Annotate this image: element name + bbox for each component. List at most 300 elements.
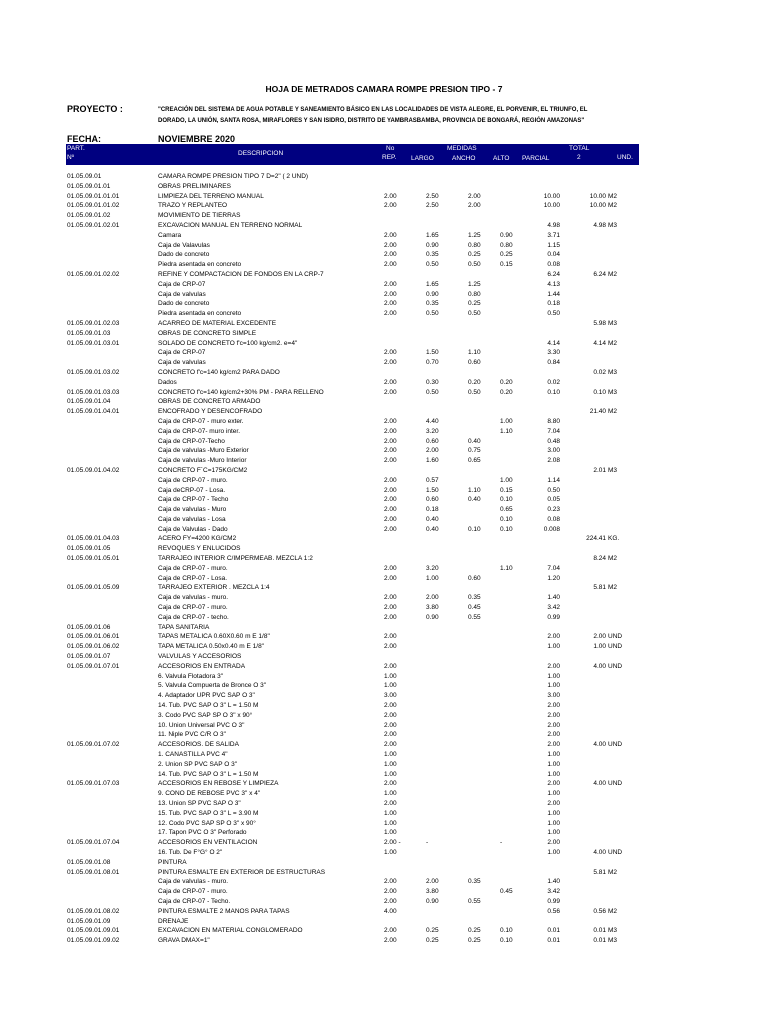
cell-alto: 0.20 [500, 378, 513, 386]
table-row [0, 936, 768, 946]
cell-descripcion: Caja de CRP-07 - muro. [158, 564, 228, 572]
cell-descripcion: CONCRETO F´C=175KG/CM2 [158, 466, 248, 474]
cell-descripcion: 11. Niple PVC C/R O 3" [158, 731, 226, 739]
cell-descripcion: OBRAS DE CONCRETO ARMADO [158, 398, 261, 406]
table-row [0, 270, 768, 280]
cell-parcial: 1.40 [547, 878, 560, 886]
cell-largo: 0.60 [426, 496, 439, 504]
cell-und: M2 [608, 270, 618, 278]
cell-und: M2 [608, 868, 618, 876]
header-part-no: Nº [67, 154, 75, 161]
table-row [0, 799, 768, 809]
cell-descripcion: Caja de valvulas -Muro Interior [158, 457, 247, 465]
cell-descripcion: ACERO FY=4200 KG/CM2 [158, 535, 237, 543]
cell-partida: 01.05.09.01.03 [67, 329, 111, 337]
cell-largo: 2.50 [426, 192, 439, 200]
table-row [0, 358, 768, 368]
cell-no-rep: 2.00 [384, 780, 397, 788]
cell-und: M3 [608, 319, 618, 327]
cell-und: M3 [608, 388, 618, 396]
cell-parcial: 1.00 [547, 819, 560, 827]
cell-parcial: 10.00 [543, 202, 560, 210]
cell-no-rep: 2.00 [384, 711, 397, 719]
table-row [0, 221, 768, 231]
table-row [0, 828, 768, 838]
cell-largo: 2.00 [426, 447, 439, 455]
cell-no-rep: 2.00 [384, 261, 397, 269]
cell-parcial: 0.50 [547, 310, 560, 318]
metrados-table-body [0, 172, 768, 946]
cell-ancho: 0.25 [468, 927, 481, 935]
cell-parcial: 3.30 [547, 349, 560, 357]
cell-no-rep: 2.00 [384, 231, 397, 239]
cell-no-rep: 2.00 [384, 888, 397, 896]
header-total: TOTAL [569, 145, 590, 152]
cell-no-rep: 2.00 [384, 447, 397, 455]
cell-ancho: 0.25 [468, 251, 481, 259]
date-value: NOVIEMBRE 2020 [158, 134, 236, 144]
cell-descripcion: DRENAJE [158, 917, 189, 925]
cell-partida: 01.05.09.01.05 [67, 545, 111, 553]
cell-alto: 1.10 [500, 564, 513, 572]
table-row [0, 466, 768, 476]
cell-parcial: 4.98 [547, 221, 560, 229]
cell-total: 4.14 [593, 339, 606, 347]
cell-und: M2 [608, 408, 618, 416]
cell-ancho: 0.45 [468, 604, 481, 612]
cell-no-rep: 2.00 [384, 476, 397, 484]
cell-descripcion: ACARREO DE MATERIAL EXCEDENTE [158, 319, 277, 327]
cell-descripcion: OBRAS DE CONCRETO SIMPLE [158, 329, 257, 337]
cell-descripcion: ACCESORIOS EN REBOSE Y LIMPIEZA [158, 780, 279, 788]
header-descripcion: DESCRIPCION [238, 150, 284, 157]
cell-descripcion: SOLADO DE CONCRETO f'c=100 kg/cm2. e=4" [158, 339, 298, 347]
cell-descripcion: Caja de valvulas - Muro [158, 506, 227, 514]
cell-partida: 01.05.09.01 [67, 173, 102, 180]
cell-partida: 01.05.09.01.07.01 [67, 662, 120, 670]
cell-descripcion: Piedra asentada en concreto [158, 261, 242, 269]
cell-und: M3 [608, 368, 618, 376]
cell-descripcion: Caja de valvulas - muro. [158, 594, 229, 602]
cell-und: M2 [608, 339, 618, 347]
table-row [0, 554, 768, 564]
cell-no-rep: 1.00 [384, 829, 397, 837]
cell-descripcion: Dado de concreto [158, 251, 210, 259]
cell-partida: 01.05.09.01.02 [67, 212, 111, 220]
cell-ancho: 0.80 [468, 241, 481, 249]
cell-parcial: 1.20 [547, 574, 560, 582]
cell-parcial: 1.00 [547, 809, 560, 817]
cell-no-rep: 2.00 [384, 613, 397, 621]
cell-parcial: 0.008 [543, 525, 560, 533]
cell-descripcion: 17. Tapon PVC O 3" Perforado [158, 829, 247, 837]
cell-descripcion: Caja de CRP-07 - muro. [158, 476, 228, 484]
cell-ancho: 2.00 [468, 192, 481, 200]
cell-descripcion: GRAVA DMAX=1" [158, 937, 210, 945]
cell-no-rep: 1.00 [384, 790, 397, 798]
cell-no-rep: 2.00 [384, 574, 397, 582]
table-row [0, 750, 768, 760]
cell-largo: 0.90 [426, 290, 439, 298]
cell-parcial: 0.10 [547, 388, 560, 396]
cell-parcial: 2.00 [547, 633, 560, 641]
cell-parcial: 1.15 [547, 241, 560, 249]
table-row [0, 632, 768, 642]
table-row [0, 583, 768, 593]
cell-descripcion: 13. Union SP PVC SAP O 3" [158, 800, 241, 807]
cell-und: M2 [608, 584, 618, 592]
cell-descripcion: CONCRETO f'c=140 kg/cm2+30% PM - PARA RELLENO [158, 388, 324, 396]
cell-partida: 01.05.09.01.05.01 [67, 555, 120, 563]
table-row [0, 329, 768, 339]
table-row [0, 789, 768, 799]
cell-partida: 01.05.09.01.06.01 [67, 633, 120, 641]
cell-descripcion: TAPA METALICA 0.50x0.40 m E 1/8" [158, 643, 264, 651]
cell-descripcion: Camara [158, 231, 182, 239]
table-row [0, 339, 768, 349]
project-description: "CREACIÓN DEL SISTEMA DE AGUA POTABLE Y SANEAMIENTO BÁSICO EN LAS LOCALIDADES DE VISTA ALEGRE, EL PORVENIR, EL TRIUNFO, EL DORADO, LA UNIÓN, SANTA ROSA, MIRAFLORES Y SAN ISIDRO, DISTRITO DE YAMBRASBAMBA, PROVINCIA DE BONGARÁ, REGIÓN AMAZONAS" [158, 107, 588, 124]
table-row [0, 858, 768, 868]
cell-descripcion: Dado de concreto [158, 300, 210, 308]
date-label: FECHA: [67, 134, 101, 144]
cell-parcial: 2.00 [547, 702, 560, 710]
cell-partida: 01.05.09.01.03.01 [67, 339, 120, 347]
cell-descripcion: ACCESORIOS EN VENTILACION [158, 839, 258, 847]
cell-descripcion: CAMARA ROMPE PRESION TIPO 7 D=2" ( 2 UND) [158, 173, 309, 180]
cell-largo: 1.65 [426, 280, 439, 288]
cell-parcial: 2.00 [547, 800, 560, 807]
header-parcial: PARCIAL [522, 155, 550, 162]
cell-no-rep: 2.00 [384, 604, 397, 612]
cell-no-rep: 1.00 [384, 682, 397, 690]
cell-alto: 0.10 [500, 515, 513, 523]
cell-parcial: 1.00 [547, 829, 560, 837]
cell-parcial: 1.00 [547, 672, 560, 680]
cell-largo: 0.50 [426, 388, 439, 396]
cell-descripcion: 5. Valvula Compuerta de Bronce O 3" [158, 682, 267, 690]
cell-parcial: 1.00 [547, 751, 560, 759]
cell-no-rep: 1.00 [384, 809, 397, 817]
cell-no-rep: 3.00 [384, 692, 397, 700]
cell-largo: 0.90 [426, 613, 439, 621]
table-row [0, 407, 768, 417]
cell-descripcion: 15. Tub. PVC SAP O 3" L = 3.90 M [158, 809, 259, 817]
table-row [0, 740, 768, 750]
table-row [0, 603, 768, 613]
cell-und: M2 [608, 555, 618, 563]
cell-partida: 01.05.09.01.01.02 [67, 202, 120, 210]
cell-ancho: 0.25 [468, 937, 481, 945]
cell-ancho: 0.10 [468, 525, 481, 533]
cell-no-rep: 2.00 - [384, 839, 401, 847]
table-row [0, 564, 768, 574]
table-row [0, 368, 768, 378]
cell-parcial: 0.08 [547, 515, 560, 523]
cell-partida: 01.05.09.01.01.01 [67, 192, 120, 200]
cell-largo: 0.70 [426, 359, 439, 367]
table-row [0, 887, 768, 897]
cell-total: 0.56 [593, 907, 606, 915]
cell-descripcion: REFINE Y COMPACTACION DE FONDOS EN LA CRP-7 [158, 270, 324, 278]
cell-parcial: 8.80 [547, 417, 560, 425]
cell-descripcion: ACCESORIOS EN ENTRADA [158, 662, 246, 670]
cell-largo: - [426, 839, 429, 847]
table-row [0, 907, 768, 917]
cell-ancho: 0.60 [468, 574, 481, 582]
cell-no-rep: 2.00 [384, 378, 397, 386]
cell-no-rep: 2.00 [384, 310, 397, 318]
cell-no-rep: 2.00 [384, 878, 397, 886]
cell-parcial: 3.42 [547, 888, 560, 896]
cell-parcial: 0.18 [547, 300, 560, 308]
cell-descripcion: PINTURA ESMALTE 2 MANOS PARA TAPAS [158, 907, 290, 915]
cell-largo: 0.35 [426, 251, 439, 259]
cell-largo: 0.90 [426, 897, 439, 905]
cell-no-rep: 2.00 [384, 417, 397, 425]
cell-ancho: 0.55 [468, 613, 481, 621]
cell-descripcion: Piedra asentada en concreto [158, 310, 242, 318]
table-row [0, 838, 768, 848]
cell-ancho: 1.25 [468, 280, 481, 288]
cell-largo: 0.50 [426, 310, 439, 318]
cell-total: 10.00 [589, 192, 606, 200]
cell-partida: 01.05.09.01.04.01 [67, 408, 120, 416]
table-row [0, 437, 768, 447]
cell-und: M2 [608, 192, 618, 200]
cell-no-rep: 2.00 [384, 251, 397, 259]
cell-partida: 01.05.09.01.01 [67, 182, 111, 190]
cell-largo: 2.00 [426, 594, 439, 602]
cell-no-rep: 2.00 [384, 927, 397, 935]
cell-descripcion: ENCOFRADO Y DESENCOFRADO [158, 408, 263, 416]
cell-partida: 01.05.09.01.03.03 [67, 388, 120, 396]
table-row [0, 672, 768, 682]
table-row [0, 897, 768, 907]
cell-no-rep: 2.00 [384, 280, 397, 288]
table-row [0, 701, 768, 711]
header-alto: ALTO [493, 155, 510, 162]
table-row [0, 192, 768, 202]
cell-ancho: 0.75 [468, 447, 481, 455]
cell-no-rep: 2.00 [384, 241, 397, 249]
header-medidas: MEDIDAS [447, 145, 477, 152]
header-no: No [386, 145, 395, 152]
cell-descripcion: Caja de CRP-07 - muro. [158, 888, 228, 896]
table-row [0, 515, 768, 525]
cell-parcial: 0.05 [547, 496, 560, 504]
table-row [0, 593, 768, 603]
cell-ancho: 1.10 [468, 486, 481, 494]
cell-largo: 2.00 [426, 878, 439, 886]
cell-partida: 01.05.09.01.07.02 [67, 741, 120, 749]
cell-largo: 0.40 [426, 515, 439, 523]
cell-descripcion: PINTURA ESMALTE EN EXTERIOR DE ESTRUCTURAS [158, 868, 326, 876]
cell-partida: 01.05.09.01.04.03 [67, 535, 120, 543]
cell-parcial: 7.04 [547, 564, 560, 572]
cell-ancho: 1.10 [468, 349, 481, 357]
cell-descripcion: Caja de valvulas [158, 290, 206, 298]
cell-total: 2.00 [593, 633, 606, 641]
cell-alto: 0.15 [500, 261, 513, 269]
cell-total: 6.24 [593, 270, 606, 278]
cell-no-rep: 2.00 [384, 662, 397, 670]
cell-no-rep: 2.00 [384, 594, 397, 602]
cell-descripcion: VALVULAS Y ACCESORIOS [158, 653, 242, 661]
table-row [0, 544, 768, 554]
cell-descripcion: CONCRETO f'c=140 kg/cm2 PARA DADO [158, 368, 280, 376]
cell-parcial: 2.00 [547, 731, 560, 739]
cell-no-rep: 2.00 [384, 300, 397, 308]
cell-descripcion: 3. Codo PVC SAP SP O 3" x 90° [158, 711, 253, 719]
table-row [0, 241, 768, 251]
cell-und: KG. [608, 535, 620, 543]
cell-parcial: 0.50 [547, 486, 560, 494]
cell-partida: 01.05.09.01.02.02 [67, 270, 120, 278]
cell-parcial: 0.84 [547, 359, 560, 367]
cell-largo: 0.18 [426, 506, 439, 514]
cell-total: 10.00 [589, 202, 606, 210]
table-row [0, 809, 768, 819]
cell-ancho: 0.50 [468, 388, 481, 396]
cell-ancho: 0.40 [468, 437, 481, 445]
cell-partida: 01.05.09.01.07 [67, 653, 111, 661]
cell-parcial: 4.14 [547, 339, 560, 347]
cell-descripcion: 14. Tub. PVC SAP O 3" L = 1.50 M [158, 770, 259, 778]
table-row [0, 613, 768, 623]
cell-total: 1.00 [593, 643, 606, 651]
table-row [0, 760, 768, 770]
cell-descripcion: REVOQUES Y ENLUCIDOS [158, 545, 241, 553]
cell-largo: 0.40 [426, 525, 439, 533]
cell-no-rep: 2.00 [384, 800, 397, 807]
header-total-sub: 2 [577, 154, 581, 161]
table-row [0, 348, 768, 358]
cell-alto: 0.10 [500, 927, 513, 935]
cell-ancho: 0.60 [468, 359, 481, 367]
cell-partida: 01.05.09.01.09 [67, 917, 111, 925]
cell-alto: 0.10 [500, 496, 513, 504]
header-rep: REP. [382, 154, 397, 161]
header-ancho: ANCHO [452, 155, 476, 162]
cell-parcial: 3.00 [547, 692, 560, 700]
cell-descripcion: Caja de valvulas - muro. [158, 878, 229, 886]
table-row [0, 642, 768, 652]
table-row [0, 691, 768, 701]
table-row [0, 574, 768, 584]
cell-partida: 01.05.09.01.05.09 [67, 584, 120, 592]
cell-largo: 1.00 [426, 574, 439, 582]
cell-parcial: 1.00 [547, 643, 560, 651]
cell-parcial: 0.08 [547, 261, 560, 269]
cell-partida: 01.05.09.01.09.02 [67, 937, 120, 945]
cell-no-rep: 2.00 [384, 457, 397, 465]
cell-ancho: 0.50 [468, 261, 481, 269]
cell-total: 0.02 [593, 368, 606, 376]
cell-descripcion: Caja de valvulas -Muro Exterior [158, 447, 249, 455]
cell-total: 4.00 [593, 741, 606, 749]
cell-no-rep: 2.00 [384, 721, 397, 729]
cell-no-rep: 2.00 [384, 515, 397, 523]
cell-total: 5.98 [593, 319, 606, 327]
cell-largo: 0.57 [426, 476, 439, 484]
cell-parcial: 2.08 [547, 457, 560, 465]
cell-alto: 0.45 [500, 888, 513, 896]
cell-parcial: 0.01 [547, 937, 560, 945]
cell-no-rep: 2.00 [384, 506, 397, 514]
cell-total: 4.00 [593, 662, 606, 670]
header-und: UND. [617, 154, 633, 161]
cell-parcial: 0.04 [547, 251, 560, 259]
table-row [0, 681, 768, 691]
cell-descripcion: 1. CANASTILLA PVC 4" [158, 751, 228, 759]
cell-no-rep: 2.00 [384, 741, 397, 749]
cell-no-rep: 2.00 [384, 486, 397, 494]
cell-alto: - [500, 839, 503, 847]
cell-ancho: 0.80 [468, 290, 481, 298]
table-row [0, 446, 768, 456]
cell-largo: 1.65 [426, 231, 439, 239]
cell-descripcion: Caja de CRP-07 - muro. [158, 604, 228, 612]
cell-no-rep: 2.00 [384, 427, 397, 435]
cell-parcial: 1.00 [547, 790, 560, 798]
table-row [0, 250, 768, 260]
cell-largo: 3.80 [426, 888, 439, 896]
cell-parcial: 0.99 [547, 897, 560, 905]
cell-no-rep: 1.00 [384, 819, 397, 827]
cell-partida: 01.05.09.01.09.01 [67, 927, 120, 935]
table-row [0, 319, 768, 329]
cell-partida: 01.05.09.01.07.04 [67, 839, 120, 847]
cell-no-rep: 2.00 [384, 437, 397, 445]
cell-descripcion: TARRAJEO INTERIOR C/IMPERMEAB. MEZCLA 1:2 [158, 555, 313, 563]
cell-alto: 0.10 [500, 525, 513, 533]
cell-no-rep: 1.00 [384, 760, 397, 768]
cell-alto: 0.90 [500, 231, 513, 239]
cell-descripcion: 6. Valvula Flotadora 3" [158, 672, 224, 680]
cell-und: M3 [608, 466, 618, 474]
cell-descripcion: Caja de Valvulas - Dado [158, 525, 228, 533]
cell-largo: 0.30 [426, 378, 439, 386]
table-row [0, 770, 768, 780]
cell-descripcion: 14. Tub. PVC SAP O 3" L = 1.50 M [158, 702, 259, 710]
cell-descripcion: Dados [158, 378, 177, 386]
table-row [0, 779, 768, 789]
cell-no-rep: 2.00 [384, 496, 397, 504]
table-row [0, 868, 768, 878]
table-header [66, 144, 639, 165]
cell-descripcion: EXCAVACION MANUAL EN TERRENO NORMAL [158, 221, 303, 229]
cell-descripcion: Caja de valvulas [158, 359, 206, 367]
cell-largo: 0.60 [426, 437, 439, 445]
cell-parcial: 1.00 [547, 770, 560, 778]
cell-largo: 3.20 [426, 564, 439, 572]
cell-no-rep: 1.00 [384, 751, 397, 759]
cell-largo: 2.50 [426, 202, 439, 210]
cell-descripcion: Caja deCRP-07 - Losa. [158, 486, 226, 494]
cell-partida: 01.05.09.01.04.02 [67, 466, 120, 474]
cell-partida: 01.05.09.01.06.02 [67, 643, 120, 651]
cell-partida: 01.05.09.01.02.01 [67, 221, 120, 229]
cell-alto: 0.65 [500, 506, 513, 514]
cell-descripcion: Caja de CRP-07 - Losa. [158, 574, 228, 582]
cell-no-rep: 2.00 [384, 525, 397, 533]
cell-ancho: 0.35 [468, 594, 481, 602]
cell-descripcion: PINTURA [158, 858, 187, 866]
cell-largo: 0.35 [426, 300, 439, 308]
cell-partida: 01.05.09.01.06 [67, 623, 111, 631]
cell-parcial: 7.04 [547, 427, 560, 435]
cell-parcial: 0.48 [547, 437, 560, 445]
